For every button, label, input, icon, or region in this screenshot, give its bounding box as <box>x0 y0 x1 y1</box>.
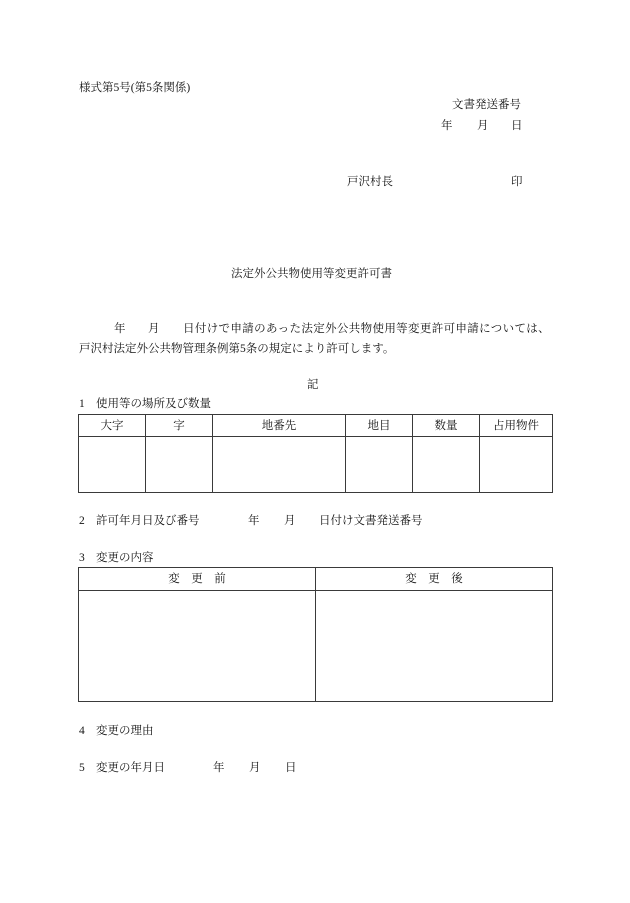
cell-oaza <box>79 437 146 493</box>
table-row <box>79 437 553 493</box>
section5-label: 変更の年月日 <box>96 762 165 774</box>
seal-mark: 印 <box>511 176 523 188</box>
section2-label: 許可年月日及び番号 <box>96 515 200 527</box>
body-year: 年 <box>114 323 126 335</box>
section5-number: 5 <box>79 762 85 774</box>
section1-number: 1 <box>79 398 85 410</box>
cell-before-change <box>79 591 316 702</box>
change-content-table <box>78 567 553 702</box>
cell-occupied-item <box>480 437 553 493</box>
doc-number-label: 文書発送番号 <box>452 99 521 111</box>
table-header-row <box>79 415 553 437</box>
body-month: 月 <box>148 323 160 335</box>
column-header-before-change: 変 更 前 <box>79 568 316 591</box>
section2-month: 月 <box>284 515 296 527</box>
table-header-row <box>79 568 553 591</box>
cell-aza <box>146 437 213 493</box>
cell-quantity <box>413 437 480 493</box>
section2-year: 年 <box>248 515 260 527</box>
ki-heading: 記 <box>307 379 319 391</box>
table-row <box>79 591 553 702</box>
header-date-year: 年 <box>441 120 453 132</box>
body-line2-text: 戸沢村法定外公共物管理条例第5条の規定により許可します。 <box>79 343 395 355</box>
section1-label: 使用等の場所及び数量 <box>96 398 211 410</box>
column-header-lot-number: 地番先 <box>213 415 346 437</box>
form-number: 様式第5号(第5条関係) <box>79 82 191 94</box>
section5-month: 月 <box>249 762 261 774</box>
header-date-month: 月 <box>477 120 489 132</box>
section5-year: 年 <box>213 762 225 774</box>
document-title: 法定外公共物使用等変更許可書 <box>231 268 392 280</box>
cell-land-category <box>346 437 413 493</box>
body-line1-text: 日付けで申請のあった法定外公共物使用等変更許可申請については、 <box>183 323 551 335</box>
column-header-after-change: 変 更 後 <box>316 568 553 591</box>
section5-day: 日 <box>285 762 297 774</box>
issuer-name: 戸沢村長 <box>347 176 393 188</box>
section4-label: 変更の理由 <box>96 725 154 737</box>
cell-lot-number <box>213 437 346 493</box>
section4-number: 4 <box>79 725 85 737</box>
section2-rest: 日付け文書発送番号 <box>319 515 423 527</box>
section3-number: 3 <box>79 552 85 564</box>
column-header-occupied-item: 占用物件 <box>480 415 553 437</box>
column-header-oaza: 大字 <box>79 415 146 437</box>
column-header-aza: 字 <box>146 415 213 437</box>
header-date-day: 日 <box>511 120 523 132</box>
location-quantity-table <box>78 414 553 493</box>
section2-number: 2 <box>79 515 85 527</box>
section3-label: 変更の内容 <box>96 552 154 564</box>
column-header-quantity: 数量 <box>413 415 480 437</box>
cell-after-change <box>316 591 553 702</box>
column-header-land-category: 地目 <box>346 415 413 437</box>
